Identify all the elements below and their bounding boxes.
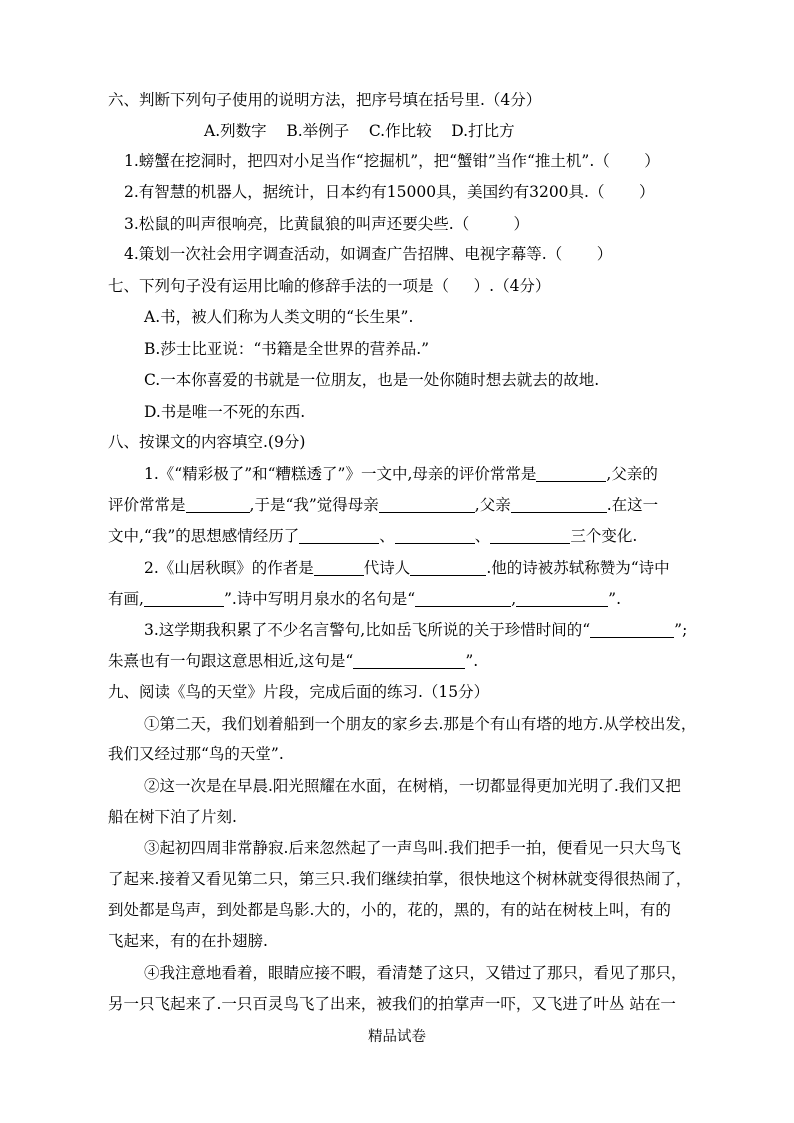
answer-blank xyxy=(314,559,364,576)
passage-paragraph-3-line-4: 飞起来，有的在扑翅膀. xyxy=(108,932,268,950)
text-segment: ”. xyxy=(608,590,622,608)
passage-paragraph-2-line-1: ②这一次是在早晨.阳光照耀在水面，在树梢，一切都显得更加光明了.我们又把 xyxy=(144,777,681,795)
answer-blank xyxy=(395,527,475,544)
passage-paragraph-3-line-3: 到处都是鸟声，到处都是鸟影.大的，小的，花的，黑的，有的站在树枝上叫，有的 xyxy=(108,901,671,919)
text-segment: .在这一 xyxy=(606,496,659,514)
text-segment: 2.《山居秋暝》的作者是 xyxy=(144,559,314,577)
answer-blank xyxy=(415,590,511,607)
section-6-title: 六、判断下列句子使用的说明方法，把序号填在括号里.（4分） xyxy=(108,91,542,109)
section-8-q1-line-1 xyxy=(0,463,794,485)
text-segment: 三个变化. xyxy=(570,527,638,545)
answer-blank xyxy=(511,496,607,513)
passage-paragraph-4-line-2: 另一只飞起来了.一只百灵鸟飞了出来，被我们的拍掌声一吓，又飞进了叶丛 站在一 xyxy=(108,995,676,1013)
text-segment: 评价常常是 xyxy=(108,496,186,514)
text-segment: ”; xyxy=(674,621,688,639)
section-8-q3-line-2 xyxy=(0,650,794,672)
section-7-option-d: D.书是唯一不死的东西. xyxy=(144,403,306,421)
section-6-options: A.列数字 B.举例子 C.作比较 D.打比方 xyxy=(204,122,515,140)
answer-blank xyxy=(353,652,465,669)
text-segment: 3.这学期我积累了不少名言警句,比如岳飞所说的关于珍惜时间的“ xyxy=(144,621,591,639)
section-7-option-b: B.莎士比亚说：“书籍是全世界的营养品.” xyxy=(144,340,430,358)
text-segment: 有画, xyxy=(108,590,144,608)
passage-paragraph-4-line-1: ④我注意地看着，眼睛应接不暇，看清楚了这只，又错过了那只，看见了那只， xyxy=(144,964,687,982)
text-segment: 1.《“精彩极了”和“糟糕透了”》一文中,母亲的评价常常是 xyxy=(144,465,537,483)
text-segment: , xyxy=(511,590,517,608)
answer-blank xyxy=(490,527,570,544)
section-8-q1-line-2 xyxy=(0,494,794,516)
text-segment: ,于是“我”觉得母亲 xyxy=(249,496,379,514)
text-segment: 朱熹也有一句跟这意思相近,这句是“ xyxy=(108,652,354,670)
section-6-question-3: 3.松鼠的叫声很响亮，比黄鼠狼的叫声还要尖些.（ ） xyxy=(124,215,530,233)
text-segment: ”. xyxy=(465,652,479,670)
section-6-question-4: 4.策划一次社会用字调查活动，如调查广告招牌、电视字幕等.（ ） xyxy=(124,245,613,263)
section-8-q1-line-3 xyxy=(0,525,794,547)
answer-blank xyxy=(379,496,475,513)
passage-paragraph-2-line-2: 船在树下泊了片刻. xyxy=(108,808,237,826)
answer-blank xyxy=(410,559,486,576)
section-6-question-2: 2.有智慧的机器人，据统计，日本约有15000具，美国约有3200具.（ ） xyxy=(124,183,655,201)
answer-blank xyxy=(590,621,674,638)
section-7-option-c: C.一本你喜爱的书就是一位朋友，也是一处你随时想去就去的故地. xyxy=(144,371,600,389)
section-8-q3-line-1 xyxy=(0,619,794,641)
text-segment: ,父亲的 xyxy=(606,465,658,483)
section-7-option-a: A.书，被人们称为人类文明的“长生果”. xyxy=(144,308,414,326)
text-segment: 、 xyxy=(474,527,491,545)
answer-blank xyxy=(536,465,606,482)
passage-paragraph-3-line-2: 了起来.接着又看见第二只，第三只.我们继续拍掌，很快地这个树林就变得很热闹了， xyxy=(108,870,692,888)
section-7-title: 七、下列句子没有运用比喻的修辞手法的一项是（ ）.（4分） xyxy=(108,277,551,295)
answer-blank xyxy=(144,590,224,607)
section-8-title: 八、按课文的内容填空.(9分) xyxy=(108,433,306,451)
text-segment: 代诗人 xyxy=(363,559,411,577)
text-segment: 、 xyxy=(379,527,395,545)
section-8-q2-line-1 xyxy=(0,557,794,579)
answer-blank xyxy=(516,590,608,607)
page-footer: 精品试卷 xyxy=(368,1029,426,1045)
section-6-question-1: 1.螃蟹在挖洞时，把四对小足当作“挖掘机”，把“蟹钳”当作“推土机”.（ ） xyxy=(124,152,660,170)
text-segment: 文中,“我”的思想感情经历了 xyxy=(108,527,300,545)
answer-blank xyxy=(299,527,379,544)
passage-paragraph-3-line-1: ③起初四周非常静寂.后来忽然起了一声鸟叫.我们把手一拍，便看见一只大鸟飞 xyxy=(144,839,681,857)
answer-blank xyxy=(186,496,250,513)
passage-paragraph-1-line-2: 我们又经过那“鸟的天堂”. xyxy=(108,745,284,763)
text-segment: ”.诗中写明月泉水的名句是“ xyxy=(223,590,416,608)
text-segment: .他的诗被苏轼称赞为“诗中 xyxy=(486,559,670,577)
passage-paragraph-1-line-1: ①第二天，我们划着船到一个朋友的家乡去.那是个有山有塔的地方.从学校出发， xyxy=(144,715,697,733)
section-9-title: 九、阅读《鸟的天堂》片段，完成后面的练习.（15分） xyxy=(108,683,490,701)
text-segment: ,父亲 xyxy=(474,496,511,514)
section-8-q2-line-2 xyxy=(0,588,794,610)
